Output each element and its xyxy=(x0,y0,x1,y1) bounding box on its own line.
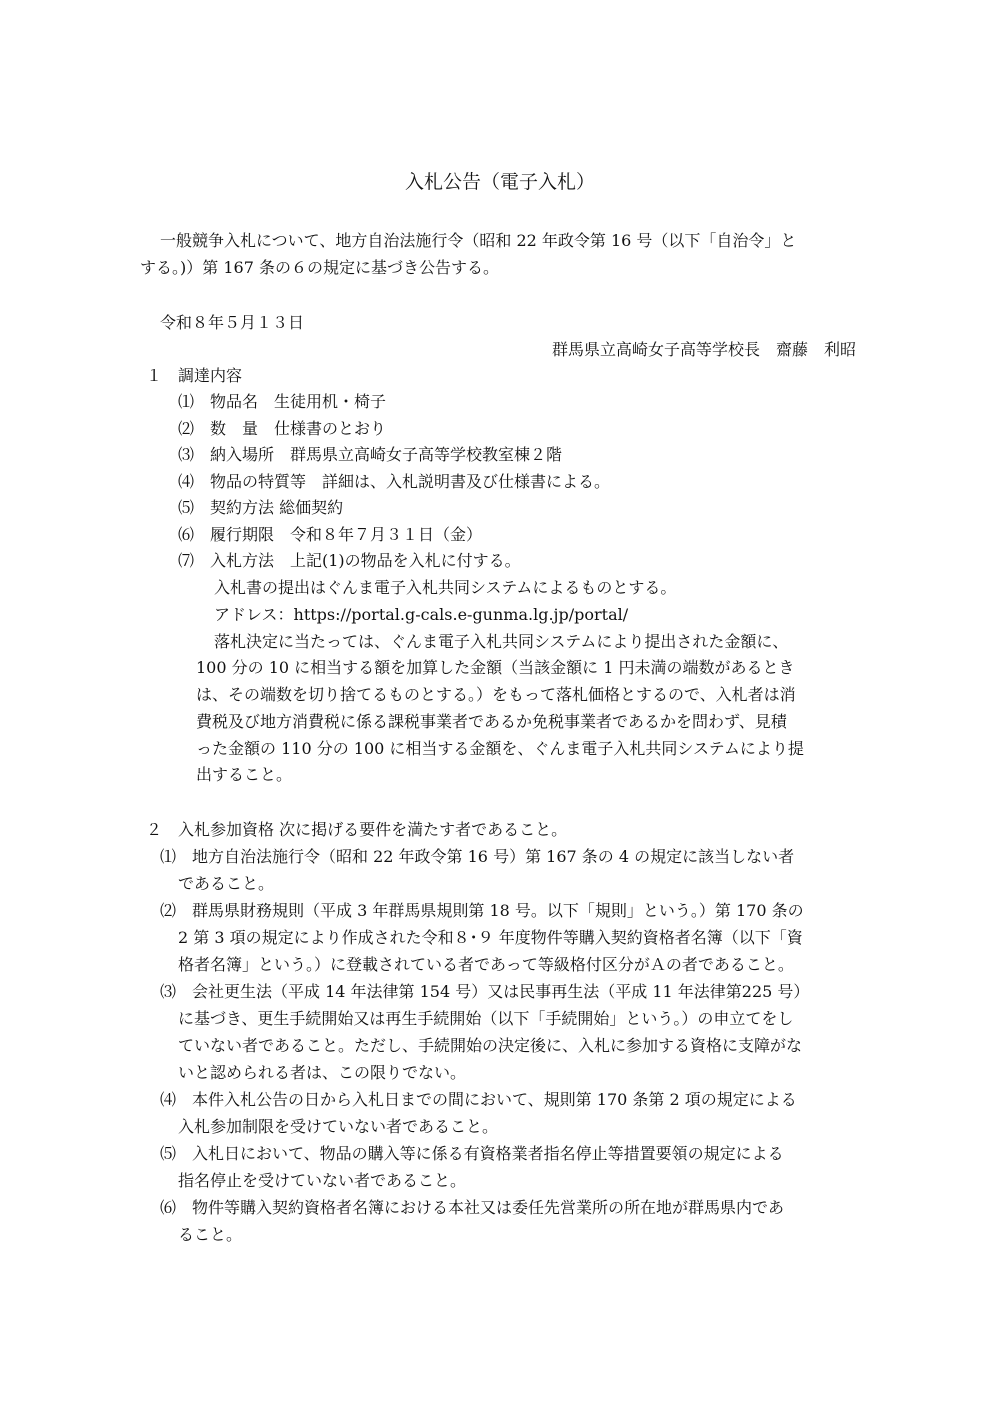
section-1-heading: １ 調達内容 xyxy=(146,366,243,385)
bid-method-line: 出すること。 xyxy=(196,765,293,784)
section-1-item: ⑵ 数 量 仕様書のとおり xyxy=(178,419,387,438)
bid-method-line: は、その端数を切り捨てるものとする。）をもって落札価格とするので、入札者は消 xyxy=(196,685,796,704)
section-2-item-continued: ていない者であること。ただし、手続開始の決定後に、入札に参加する資格に支障がな xyxy=(178,1036,803,1055)
bid-method-line: った金額の 110 分の 100 に相当する金額を、ぐんま電子入札共同システムにより提 xyxy=(196,739,804,758)
section-2-item: ⑸ 入札日において、物品の購入等に係る有資格業者指名停止等措置要領の規定による xyxy=(160,1144,784,1163)
section-2-item-continued: に基づき、更生手続開始又は再生手続開始（以下「手続開始」という。）の申立てをし xyxy=(178,1009,794,1028)
document-title: 入札公告（電子入札） xyxy=(404,171,595,193)
intro-line-1: 一般競争入札について、地方自治法施行令（昭和 22 年政令第 16 号（以下「自治令」と xyxy=(160,231,797,250)
section-2-item-continued: いと認められる者は、この限りでない。 xyxy=(178,1063,467,1082)
section-2-item-continued: 2 第 3 項の規定により作成された令和８･９ 年度物件等購入契約資格者名簿（以下「資 xyxy=(178,928,803,947)
bid-method-line: 入札書の提出はぐんま電子入札共同システムによるものとする。 xyxy=(214,578,677,597)
section-1-item: ⑷ 物品の特質等 詳細は、入札説明書及び仕様書による。 xyxy=(178,472,611,491)
section-2-item: ⑵ 群馬県財務規則（平成 3 年群馬県規則第 18 号。以下「規則」という。）第 170 条の xyxy=(160,901,804,920)
section-1-item: ⑶ 納入場所 群馬県立高崎女子高等学校教室棟２階 xyxy=(178,445,563,464)
system-url: アドレス：https://portal.g-cals.e-gunma.lg.jp/portal/ xyxy=(214,605,629,624)
bid-method-line: 100 分の 10 に相当する額を加算した金額（当該金額に 1 円未満の端数があるとき xyxy=(196,658,795,677)
section-2-item: ⑹ 物件等購入契約資格者名簿における本社又は委任先営業所の所在地が群馬県内であ xyxy=(160,1198,785,1217)
section-2-item: ⑶ 会社更生法（平成 14 年法律第 154 号）又は民事再生法（平成 11 年法律第225 号） xyxy=(160,982,810,1001)
notice-date: 令和８年５月１３日 xyxy=(160,313,305,332)
bid-method-line: 費税及び地方消費税に係る課税事業者であるか免税事業者であるかを問わず、見積 xyxy=(196,712,787,731)
section-2-item: ⑴ 地方自治法施行令（昭和 22 年政令第 16 号）第 167 条の 4 の規定に該当しない者 xyxy=(160,847,795,866)
section-2-heading: ２ 入札参加資格 次に掲げる要件を満たす者であること。 xyxy=(146,820,568,839)
intro-line-2: する。)）第 167 条の６の規定に基づき公告する。 xyxy=(140,258,499,277)
section-2-item-continued: 入札参加制限を受けていない者であること。 xyxy=(178,1117,499,1136)
section-2-item: ⑷ 本件入札公告の日から入札日までの間において、規則第 170 条第 2 項の規定による xyxy=(160,1090,797,1109)
section-1-item: ⑸ 契約方法 総価契約 xyxy=(178,498,344,517)
section-2-item-continued: ること。 xyxy=(178,1225,243,1244)
bid-method-line: 落札決定に当たっては、ぐんま電子入札共同システムにより提出された金額に、 xyxy=(214,632,789,651)
section-2-item-continued: 指名停止を受けていない者であること。 xyxy=(178,1171,467,1190)
section-2-item-continued: 格者名簿」という。）に登載されている者であって等級格付区分がＡの者であること。 xyxy=(178,955,794,974)
section-1-item: ⑹ 履行期限 令和８年７月３１日（金） xyxy=(178,525,483,544)
section-2-item-continued: であること。 xyxy=(178,874,275,893)
section-1-item: ⑴ 物品名 生徒用机・椅子 xyxy=(178,392,387,411)
issuer-name: 群馬県立高崎女子高等学校長 齋藤 利昭 xyxy=(551,340,856,359)
section-1-item: ⑺ 入札方法 上記(1)の物品を入札に付する。 xyxy=(178,551,521,570)
